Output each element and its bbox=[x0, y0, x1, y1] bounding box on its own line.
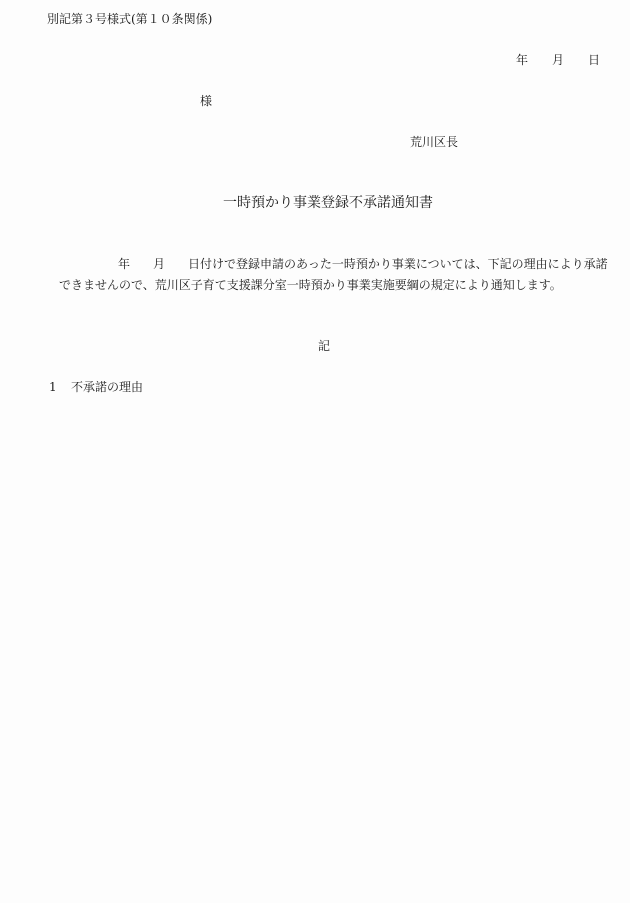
date-month-label: 月 bbox=[552, 53, 565, 67]
date-year-label: 年 bbox=[516, 53, 529, 67]
date-day-label: 日 bbox=[588, 53, 601, 67]
body-line-1-text: 日付けで登録申請のあった一時預かり事業については、下記の理由により承諾 bbox=[188, 257, 608, 271]
form-reference: 別記第３号様式(第１０条関係) bbox=[47, 12, 213, 26]
item-label: 不承諾の理由 bbox=[71, 380, 144, 394]
issuer-name: 荒川区長 bbox=[410, 135, 459, 149]
date-line bbox=[516, 54, 600, 66]
body-line-2: できませんので、荒川区子育て支援課分室一時預かり事業実施要綱の規定により通知します。 bbox=[59, 278, 562, 292]
ki-heading: 記 bbox=[318, 339, 331, 353]
item-number: 1 bbox=[49, 380, 57, 394]
body-month-label: 月 bbox=[153, 257, 166, 271]
body-year-label: 年 bbox=[118, 257, 131, 271]
body-line-1 bbox=[118, 258, 608, 270]
list-item bbox=[49, 381, 143, 393]
addressee-suffix: 様 bbox=[200, 94, 213, 108]
document-title: 一時預かり事業登録不承諾通知書 bbox=[223, 195, 433, 211]
